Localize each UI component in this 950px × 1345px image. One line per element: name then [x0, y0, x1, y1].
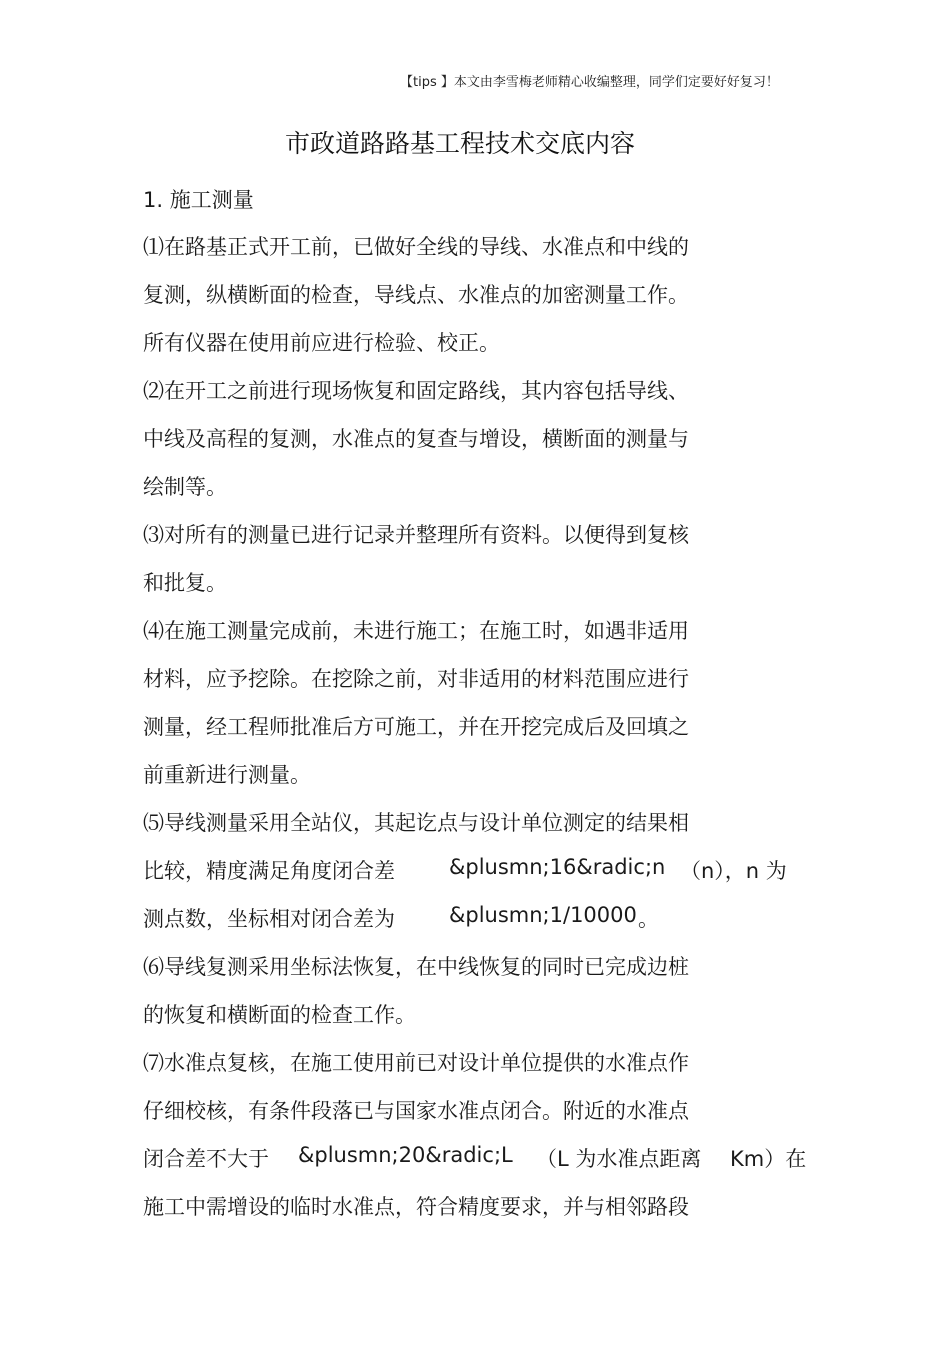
formula-segment: &plusmn;20&radic;L — [298, 1143, 513, 1167]
formula-segment: &plusmn;16&radic;n — [449, 855, 666, 879]
paragraph-line: ⑴在路基正式开工前，已做好全线的导线、水准点和中线的 — [143, 235, 689, 259]
tips-header: 【tips 】本文由李雪梅老师精心收编整理，同学们定要好好复习！ — [400, 75, 779, 90]
paragraph-line: 绘制等。 — [143, 475, 227, 499]
paragraph-line: 施工中需增设的临时水准点，符合精度要求，并与相邻路段 — [143, 1195, 689, 1219]
paragraph-line: ⑶对所有的测量已进行记录并整理所有资料。以便得到复核 — [143, 523, 689, 547]
paragraph-line: ⑹导线复测采用坐标法恢复，在中线恢复的同时已完成边桩 — [143, 955, 689, 979]
paragraph-line: 中线及高程的复测，水准点的复查与增设，横断面的测量与 — [143, 427, 689, 451]
paragraph-line: 仔细校核，有条件段落已与国家水准点闭合。附近的水准点 — [143, 1099, 689, 1123]
paragraph-line: ⑵在开工之前进行现场恢复和固定路线，其内容包括导线、 — [143, 379, 689, 403]
paragraph-line: ⑸导线测量采用全站仪，其起讫点与设计单位测定的结果相 — [143, 811, 689, 835]
paragraph-line: 和批复。 — [143, 571, 227, 595]
text-segment: 。 — [638, 907, 659, 931]
paragraph-line: 测量，经工程师批准后方可施工，并在开挖完成后及回填之 — [143, 715, 689, 739]
formula-segment: &plusmn;1/10000 — [449, 903, 637, 927]
paragraph-line: 前重新进行测量。 — [143, 763, 311, 787]
paragraph-line: 复测，纵横断面的检查，导线点、水准点的加密测量工作。 — [143, 283, 689, 307]
text-segment: 闭合差不大于 — [143, 1147, 269, 1171]
paragraph-line: ⑺水准点复核，在施工使用前已对设计单位提供的水准点作 — [143, 1051, 689, 1075]
text-segment: 测点数，坐标相对闭合差为 — [143, 907, 395, 931]
text-segment: （n），n 为 — [680, 859, 787, 883]
paragraph-line: 的恢复和横断面的检查工作。 — [143, 1003, 416, 1027]
text-segment: （L 为水准点距离 — [536, 1147, 702, 1171]
paragraph-line: 材料，应予挖除。在挖除之前，对非适用的材料范围应进行 — [143, 667, 689, 691]
text-segment: Km）在 — [730, 1147, 807, 1171]
text-segment: 比较，精度满足角度闭合差 — [143, 859, 395, 883]
document-title: 市政道路路基工程技术交底内容 — [284, 129, 635, 158]
paragraph-line: 所有仪器在使用前应进行检验、校正。 — [143, 331, 500, 355]
paragraph-line: ⑷在施工测量完成前，未进行施工；在施工时，如遇非适用 — [143, 619, 689, 643]
section-heading: 1. 施工测量 — [143, 188, 254, 212]
